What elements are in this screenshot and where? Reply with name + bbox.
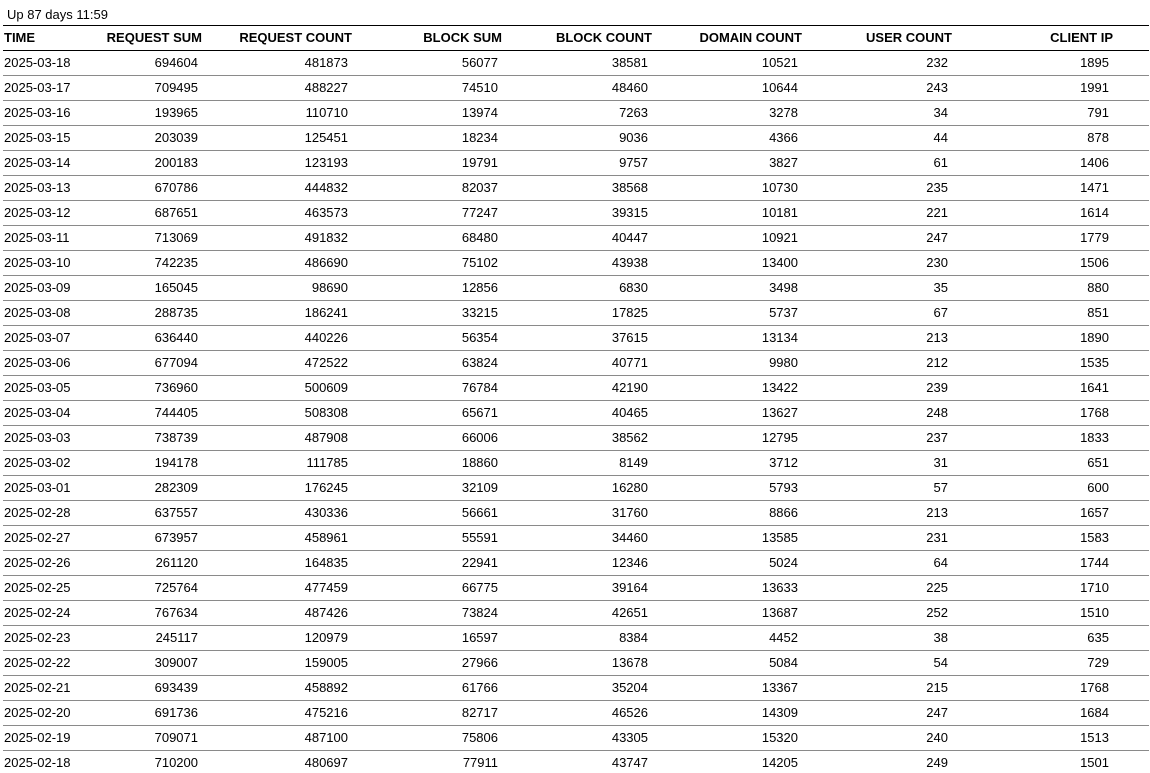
cell-request-count: 164835 xyxy=(304,555,348,570)
cell-user-count: 44 xyxy=(933,130,948,145)
table-row xyxy=(3,751,1149,773)
cell-user-count: 213 xyxy=(926,505,948,520)
cell-user-count: 212 xyxy=(926,355,948,370)
cell-client-ip: 1513 xyxy=(1080,730,1109,745)
cell-time: 2025-03-16 xyxy=(4,105,71,120)
column-header-block-count: BLOCK COUNT xyxy=(555,30,652,45)
cell-request-sum: 693439 xyxy=(154,680,198,695)
cell-request-sum: 709071 xyxy=(154,730,198,745)
cell-time: 2025-03-01 xyxy=(4,480,71,495)
cell-request-sum: 709495 xyxy=(154,80,198,95)
cell-block-sum: 73824 xyxy=(461,605,498,620)
cell-client-ip: 1991 xyxy=(1080,80,1109,95)
cell-block-sum: 12856 xyxy=(461,280,498,295)
cell-client-ip: 651 xyxy=(1087,455,1109,470)
cell-domain-count: 13633 xyxy=(761,580,798,595)
cell-client-ip: 791 xyxy=(1087,105,1109,120)
cell-domain-count: 15320 xyxy=(761,730,798,745)
cell-block-count: 40771 xyxy=(611,355,648,370)
cell-block-sum: 56354 xyxy=(461,330,498,345)
cell-time: 2025-03-10 xyxy=(4,255,71,270)
cell-block-sum: 76784 xyxy=(461,380,498,395)
cell-time: 2025-03-08 xyxy=(4,305,71,320)
cell-client-ip: 1890 xyxy=(1080,330,1109,345)
cell-client-ip: 1833 xyxy=(1080,430,1109,445)
cell-block-sum: 13974 xyxy=(461,105,498,120)
table-row xyxy=(3,426,1149,451)
cell-user-count: 57 xyxy=(933,480,948,495)
table-row xyxy=(3,251,1149,276)
cell-user-count: 54 xyxy=(933,655,948,670)
cell-block-count: 38581 xyxy=(611,55,648,70)
table-row xyxy=(3,101,1149,126)
cell-request-sum: 309007 xyxy=(154,655,198,670)
cell-block-sum: 65671 xyxy=(461,405,498,420)
cell-request-sum: 673957 xyxy=(154,530,198,545)
cell-client-ip: 1657 xyxy=(1080,505,1109,520)
table-row xyxy=(3,201,1149,226)
cell-request-count: 444832 xyxy=(304,180,348,195)
cell-time: 2025-03-05 xyxy=(4,380,71,395)
table-row xyxy=(3,651,1149,676)
column-header-user-count: USER COUNT xyxy=(866,30,952,45)
cell-domain-count: 13400 xyxy=(761,255,798,270)
cell-user-count: 67 xyxy=(933,305,948,320)
column-header-request-count: REQUEST COUNT xyxy=(239,30,352,45)
cell-client-ip: 1768 xyxy=(1080,405,1109,420)
cell-domain-count: 14205 xyxy=(761,755,798,770)
cell-request-sum: 744405 xyxy=(154,405,198,420)
cell-block-sum: 75806 xyxy=(461,730,498,745)
cell-user-count: 247 xyxy=(926,230,948,245)
table-row xyxy=(3,351,1149,376)
cell-block-count: 12346 xyxy=(611,555,648,570)
cell-block-count: 48460 xyxy=(611,80,648,95)
cell-user-count: 239 xyxy=(926,380,948,395)
cell-client-ip: 1583 xyxy=(1080,530,1109,545)
cell-request-sum: 670786 xyxy=(154,180,198,195)
cell-time: 2025-02-21 xyxy=(4,680,71,695)
cell-request-sum: 194178 xyxy=(154,455,198,470)
cell-domain-count: 3712 xyxy=(769,455,798,470)
cell-request-count: 487426 xyxy=(304,605,348,620)
cell-request-sum: 725764 xyxy=(154,580,198,595)
cell-request-sum: 738739 xyxy=(154,430,198,445)
cell-block-count: 42651 xyxy=(611,605,648,620)
cell-time: 2025-02-19 xyxy=(4,730,71,745)
cell-block-count: 6830 xyxy=(619,280,648,295)
cell-client-ip: 1471 xyxy=(1080,180,1109,195)
table-row xyxy=(3,676,1149,701)
table-row xyxy=(3,126,1149,151)
cell-domain-count: 5737 xyxy=(769,305,798,320)
cell-domain-count: 10644 xyxy=(761,80,798,95)
cell-client-ip: 1744 xyxy=(1080,555,1109,570)
cell-time: 2025-03-12 xyxy=(4,205,71,220)
cell-request-count: 488227 xyxy=(304,80,348,95)
cell-block-sum: 32109 xyxy=(461,480,498,495)
cell-time: 2025-03-18 xyxy=(4,55,71,70)
cell-client-ip: 1779 xyxy=(1080,230,1109,245)
cell-domain-count: 10521 xyxy=(761,55,798,70)
cell-block-sum: 56661 xyxy=(461,505,498,520)
cell-block-count: 8384 xyxy=(619,630,648,645)
column-header-time: TIME xyxy=(4,30,36,45)
cell-user-count: 34 xyxy=(933,105,948,120)
cell-user-count: 230 xyxy=(926,255,948,270)
cell-block-sum: 16597 xyxy=(461,630,498,645)
cell-client-ip: 1510 xyxy=(1080,605,1109,620)
cell-client-ip: 1768 xyxy=(1080,680,1109,695)
cell-request-count: 491832 xyxy=(304,230,348,245)
cell-request-count: 120979 xyxy=(304,630,348,645)
cell-time: 2025-03-04 xyxy=(4,405,71,420)
cell-block-count: 31760 xyxy=(611,505,648,520)
cell-block-count: 7263 xyxy=(619,105,648,120)
cell-request-count: 110710 xyxy=(305,105,348,120)
cell-block-sum: 27966 xyxy=(461,655,498,670)
cell-request-sum: 687651 xyxy=(154,205,198,220)
cell-time: 2025-02-23 xyxy=(4,630,71,645)
cell-domain-count: 13585 xyxy=(761,530,798,545)
cell-request-count: 477459 xyxy=(304,580,348,595)
cell-request-count: 98690 xyxy=(311,280,348,295)
cell-block-count: 39164 xyxy=(611,580,648,595)
table-row xyxy=(3,626,1149,651)
cell-block-count: 40465 xyxy=(611,405,648,420)
cell-request-count: 440226 xyxy=(304,330,348,345)
cell-time: 2025-03-09 xyxy=(4,280,71,295)
cell-client-ip: 1501 xyxy=(1080,755,1109,770)
table-row xyxy=(3,501,1149,526)
table-row xyxy=(3,526,1149,551)
cell-request-count: 430336 xyxy=(304,505,348,520)
table-row xyxy=(3,326,1149,351)
cell-client-ip: 635 xyxy=(1087,630,1109,645)
cell-block-sum: 56077 xyxy=(461,55,498,70)
table-row xyxy=(3,726,1149,751)
cell-domain-count: 3278 xyxy=(769,105,798,120)
cell-block-count: 9036 xyxy=(619,130,648,145)
cell-request-sum: 245117 xyxy=(155,630,198,645)
cell-block-sum: 33215 xyxy=(461,305,498,320)
cell-domain-count: 13367 xyxy=(761,680,798,695)
cell-request-count: 472522 xyxy=(304,355,348,370)
table-row xyxy=(3,701,1149,726)
cell-block-count: 39315 xyxy=(611,205,648,220)
cell-time: 2025-03-13 xyxy=(4,180,71,195)
cell-client-ip: 878 xyxy=(1087,130,1109,145)
cell-block-sum: 66006 xyxy=(461,430,498,445)
table-row xyxy=(3,576,1149,601)
cell-request-count: 487908 xyxy=(304,430,348,445)
cell-client-ip: 1684 xyxy=(1080,705,1109,720)
cell-block-count: 43747 xyxy=(611,755,648,770)
cell-user-count: 215 xyxy=(926,680,948,695)
cell-request-sum: 742235 xyxy=(154,255,198,270)
cell-user-count: 240 xyxy=(926,730,948,745)
header-row xyxy=(3,26,1149,51)
cell-client-ip: 1641 xyxy=(1080,380,1109,395)
cell-user-count: 243 xyxy=(926,80,948,95)
cell-request-count: 486690 xyxy=(304,255,348,270)
cell-request-sum: 203039 xyxy=(154,130,198,145)
table-row xyxy=(3,76,1149,101)
cell-request-sum: 767634 xyxy=(154,605,198,620)
cell-domain-count: 10181 xyxy=(761,205,798,220)
cell-time: 2025-03-07 xyxy=(4,330,71,345)
cell-domain-count: 3827 xyxy=(769,155,798,170)
cell-request-count: 125451 xyxy=(304,130,348,145)
cell-user-count: 249 xyxy=(926,755,948,770)
cell-domain-count: 12795 xyxy=(761,430,798,445)
cell-block-sum: 18860 xyxy=(461,455,498,470)
cell-time: 2025-03-06 xyxy=(4,355,71,370)
cell-time: 2025-02-22 xyxy=(4,655,71,670)
cell-request-sum: 193965 xyxy=(154,105,198,120)
table-row xyxy=(3,551,1149,576)
cell-block-sum: 77247 xyxy=(461,205,498,220)
cell-block-sum: 19791 xyxy=(461,155,498,170)
cell-request-count: 500609 xyxy=(304,380,348,395)
cell-domain-count: 14309 xyxy=(761,705,798,720)
cell-time: 2025-02-27 xyxy=(4,530,71,545)
cell-client-ip: 1710 xyxy=(1080,580,1109,595)
cell-block-count: 40447 xyxy=(611,230,648,245)
cell-domain-count: 9980 xyxy=(769,355,798,370)
cell-request-count: 508308 xyxy=(304,405,348,420)
cell-user-count: 235 xyxy=(926,180,948,195)
table-header xyxy=(3,26,1149,51)
cell-user-count: 225 xyxy=(926,580,948,595)
cell-request-sum: 710200 xyxy=(154,755,198,770)
table-row xyxy=(3,51,1149,76)
cell-request-count: 176245 xyxy=(304,480,348,495)
table-row xyxy=(3,151,1149,176)
cell-request-sum: 713069 xyxy=(154,230,198,245)
cell-time: 2025-02-26 xyxy=(4,555,71,570)
cell-domain-count: 10921 xyxy=(761,230,798,245)
cell-domain-count: 4366 xyxy=(769,130,798,145)
cell-user-count: 31 xyxy=(933,455,948,470)
cell-request-count: 475216 xyxy=(304,705,348,720)
cell-request-sum: 200183 xyxy=(154,155,198,170)
cell-block-sum: 66775 xyxy=(461,580,498,595)
cell-block-sum: 77911 xyxy=(462,755,498,770)
cell-block-count: 42190 xyxy=(611,380,648,395)
column-header-client-ip: CLIENT IP xyxy=(1050,30,1113,45)
cell-user-count: 252 xyxy=(926,605,948,620)
cell-block-count: 43305 xyxy=(611,730,648,745)
cell-domain-count: 13422 xyxy=(761,380,798,395)
cell-request-count: 481873 xyxy=(304,55,348,70)
cell-block-count: 8149 xyxy=(619,455,648,470)
cell-request-count: 480697 xyxy=(304,755,348,770)
cell-request-count: 487100 xyxy=(304,730,348,745)
cell-block-count: 43938 xyxy=(611,255,648,270)
cell-domain-count: 13627 xyxy=(761,405,798,420)
cell-user-count: 231 xyxy=(926,530,948,545)
cell-block-sum: 22941 xyxy=(461,555,498,570)
cell-block-count: 34460 xyxy=(611,530,648,545)
table-row xyxy=(3,376,1149,401)
table-row xyxy=(3,301,1149,326)
stats-table xyxy=(3,25,1149,773)
cell-block-sum: 82717 xyxy=(461,705,498,720)
cell-block-count: 13678 xyxy=(611,655,648,670)
cell-request-sum: 261120 xyxy=(155,555,198,570)
cell-time: 2025-03-17 xyxy=(4,80,71,95)
cell-block-sum: 68480 xyxy=(461,230,498,245)
cell-request-sum: 677094 xyxy=(154,355,198,370)
cell-request-count: 186241 xyxy=(304,305,348,320)
cell-client-ip: 1895 xyxy=(1080,55,1109,70)
cell-block-sum: 75102 xyxy=(461,255,498,270)
cell-user-count: 213 xyxy=(926,330,948,345)
table-row xyxy=(3,176,1149,201)
cell-domain-count: 4452 xyxy=(769,630,798,645)
cell-client-ip: 600 xyxy=(1087,480,1109,495)
table-row xyxy=(3,226,1149,251)
cell-request-count: 458892 xyxy=(304,680,348,695)
table-row xyxy=(3,451,1149,476)
cell-block-count: 37615 xyxy=(611,330,648,345)
cell-block-sum: 82037 xyxy=(461,180,498,195)
cell-time: 2025-02-18 xyxy=(4,755,71,770)
cell-request-sum: 288735 xyxy=(154,305,198,320)
cell-domain-count: 8866 xyxy=(769,505,798,520)
cell-user-count: 64 xyxy=(933,555,948,570)
table-row xyxy=(3,476,1149,501)
cell-time: 2025-02-20 xyxy=(4,705,71,720)
cell-request-sum: 282309 xyxy=(154,480,198,495)
cell-block-count: 17825 xyxy=(611,305,648,320)
cell-user-count: 248 xyxy=(926,405,948,420)
cell-request-count: 111785 xyxy=(306,455,348,470)
cell-request-sum: 691736 xyxy=(154,705,198,720)
cell-block-count: 9757 xyxy=(619,155,648,170)
cell-user-count: 221 xyxy=(926,205,948,220)
cell-domain-count: 13687 xyxy=(761,605,798,620)
cell-user-count: 237 xyxy=(926,430,948,445)
cell-client-ip: 851 xyxy=(1087,305,1109,320)
cell-block-sum: 55591 xyxy=(461,530,498,545)
table-row xyxy=(3,601,1149,626)
cell-domain-count: 5084 xyxy=(769,655,798,670)
cell-domain-count: 5793 xyxy=(769,480,798,495)
cell-block-sum: 61766 xyxy=(461,680,498,695)
table-row xyxy=(3,276,1149,301)
cell-client-ip: 1406 xyxy=(1080,155,1109,170)
cell-request-sum: 165045 xyxy=(154,280,198,295)
cell-request-sum: 736960 xyxy=(154,380,198,395)
cell-user-count: 35 xyxy=(933,280,948,295)
cell-domain-count: 13134 xyxy=(761,330,798,345)
cell-user-count: 247 xyxy=(926,705,948,720)
table-row xyxy=(3,401,1149,426)
cell-user-count: 38 xyxy=(933,630,948,645)
cell-block-count: 38568 xyxy=(611,180,648,195)
cell-domain-count: 10730 xyxy=(761,180,798,195)
cell-domain-count: 5024 xyxy=(769,555,798,570)
cell-time: 2025-03-03 xyxy=(4,430,71,445)
cell-time: 2025-03-14 xyxy=(4,155,71,170)
cell-client-ip: 1506 xyxy=(1080,255,1109,270)
table-body xyxy=(3,51,1149,773)
column-header-domain-count: DOMAIN COUNT xyxy=(699,30,802,45)
cell-block-sum: 18234 xyxy=(461,130,498,145)
cell-block-sum: 63824 xyxy=(461,355,498,370)
cell-time: 2025-02-28 xyxy=(4,505,71,520)
cell-time: 2025-03-15 xyxy=(4,130,71,145)
cell-request-sum: 694604 xyxy=(154,55,198,70)
cell-request-count: 463573 xyxy=(304,205,348,220)
cell-client-ip: 880 xyxy=(1087,280,1109,295)
cell-request-sum: 637557 xyxy=(154,505,198,520)
cell-block-count: 46526 xyxy=(611,705,648,720)
cell-request-count: 123193 xyxy=(304,155,348,170)
cell-domain-count: 3498 xyxy=(769,280,798,295)
cell-client-ip: 729 xyxy=(1087,655,1109,670)
cell-block-count: 38562 xyxy=(611,430,648,445)
cell-time: 2025-03-02 xyxy=(4,455,71,470)
cell-time: 2025-02-24 xyxy=(4,605,71,620)
cell-request-count: 159005 xyxy=(304,655,348,670)
cell-user-count: 232 xyxy=(926,55,948,70)
cell-block-sum: 74510 xyxy=(461,80,498,95)
column-header-block-sum: BLOCK SUM xyxy=(423,30,502,45)
column-header-request-sum: REQUEST SUM xyxy=(106,30,202,45)
cell-time: 2025-02-25 xyxy=(4,580,71,595)
cell-user-count: 61 xyxy=(933,155,948,170)
cell-block-count: 35204 xyxy=(611,680,648,695)
cell-time: 2025-03-11 xyxy=(4,230,70,245)
uptime-status: Up 87 days 11:59 xyxy=(7,7,108,22)
cell-block-count: 16280 xyxy=(611,480,648,495)
cell-request-sum: 636440 xyxy=(154,330,198,345)
cell-client-ip: 1535 xyxy=(1080,355,1109,370)
cell-client-ip: 1614 xyxy=(1080,205,1109,220)
cell-request-count: 458961 xyxy=(304,530,348,545)
